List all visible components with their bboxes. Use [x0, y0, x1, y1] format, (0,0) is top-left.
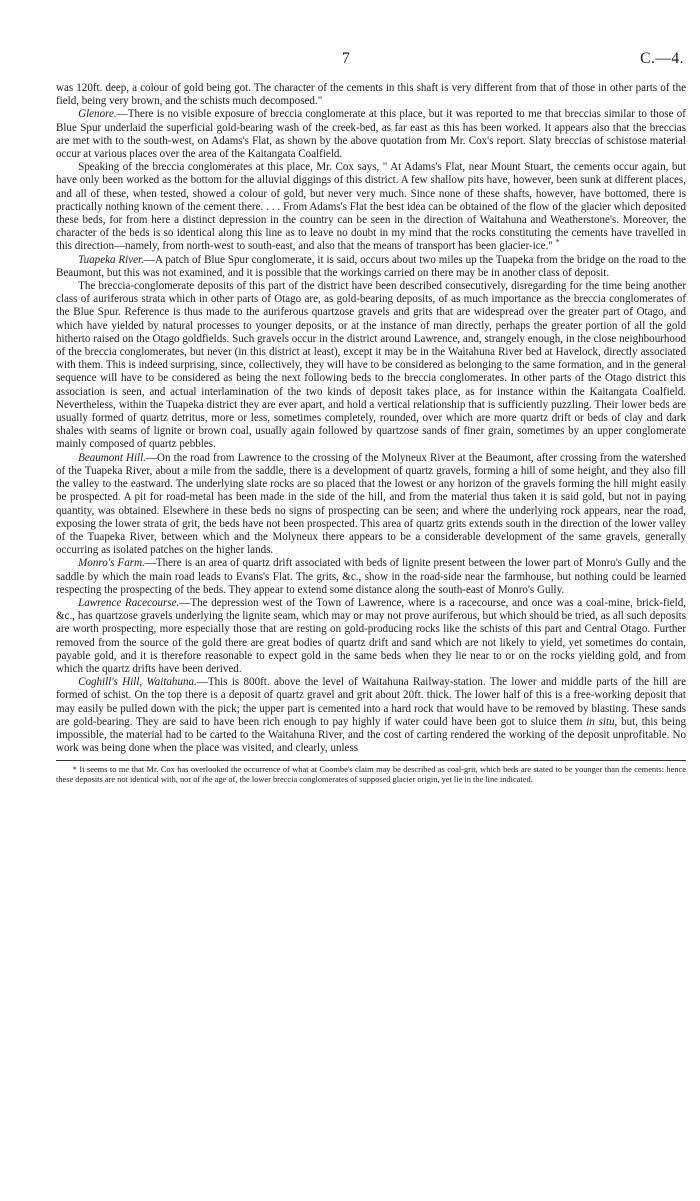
page-number: 7 — [342, 50, 350, 67]
paragraph: Coghill's Hill, Waitahuna.—This is 800ft. above the level of Waitahuna Railway-station. The lower and middle parts of the hill are formed of schist. On the top there is a deposit of quartz gravel and grit about 20ft. thick. The lower half of this is a free-working deposit that may easily be pulled down with the pick; the upper part is cemented into a hard rock that would have to be removed by blasting. These sands are gold-bearing. They are said to have been rich enough to pay highly if water could have been got to sluice them in situ, but, this being impossible, the material had to be carted to the Waitahuna River, and the cost of carting rendered the working of the deposit unprofitable. No work was being done when the place was visited, and clearly, unless — [56, 676, 686, 755]
paragraph: Lawrence Racecourse.—The depression west of the Town of Lawrence, where is a racecourse, and once was a coal-mine, brick-field, &c., has quartzose gravels underlying the lignite seam, which may or may not prove auriferous, but which should be tried, as all such deposits are worth prospecting, more especially those that are resting on gold-producing rocks like the schists of this part and Central Otago. Further removed from the source of the gold there are great bodies of quartz drift and sand which are not likely to yield, yet sometimes do contain, payable gold, and it is therefore reasonable to expect gold in the same beds when they lie near to or on the rocks yielding gold, and from which the quartz drifts have been derived. — [56, 596, 686, 675]
footnote-rule — [56, 760, 686, 761]
paragraph: Speaking of the breccia conglomerates at this place, Mr. Cox says, " At Adams's Flat, near Mount Stuart, the cements occur again, but have only been worked as the bottom for the alluvial diggings of this district. A few shallow pits have, however, been sunk at different places, and all of these, when tested, showed a colour of gold, but never very much. Since none of these shafts, however, have bottomed, there is practically nothing known of the cement there. . . . From Adams's Flat the best idea can be obtained of the flow of the glacier which deposited these beds, for from here a distinct depression in the country can be seen in the direction of Waitahuna and Weatherstone's. Moreover, the character of the beds is so identical along this line as to leave no doubt in my mind that the rocks constituting the cements have travelled in this direction—namely, from north-west to south-east, and also that the means of transport has been glacier-ice." * — [56, 161, 686, 253]
section-title: Coghill's Hill, Waitahuna. — [78, 676, 197, 689]
section-title: Lawrence Racecourse. — [78, 596, 180, 609]
footnote: * It seems to me that Mr. Cox has overlooked the occurrence of what at Coombe's claim may be described as coal-grit, which beds are stated to be younger than the cements: hence these deposits are not identical with, nor of the age of, the lower breccia conglomerates of supposed glacier origin, yet lie in the line indicated. — [56, 765, 686, 785]
paragraph: Glenore.—There is no visible exposure of breccia conglomerate at this place, but it was reported to me that breccias similar to those of Blue Spur underlaid the superficial gold-bearing wash of the creek-bed, as far east as this has been worked. It appears also that the breccias are met with to the south-west, on Adams's Flat, as shown by the above quotation from Mr. Cox's report. Slaty breccias of schistose material occur at various places over the area of the Kaitangata Coalfield. — [56, 108, 686, 161]
section-title: Beaumont Hill. — [78, 451, 146, 464]
paragraph: Monro's Farm.—There is an area of quartz drift associated with beds of lignite present between the lower part of Monro's Gully and the saddle by which the main road leads to Evans's Flat. The grits, &c., show in the road-side near the farmhouse, but nothing could be learned respecting the prospecting of the beds. They appear to extend some distance along the south-east of Monro's Gully. — [56, 557, 686, 596]
section-title: Monro's Farm. — [78, 557, 145, 570]
document-code: C.—4. — [640, 50, 684, 67]
page-header — [56, 50, 686, 72]
paragraph: Tuapeka River.—A patch of Blue Spur conglomerate, it is said, occurs about two miles up the Tuapeka from the bridge on the road to the Beaumont, but this was not examined, and it is possible that the workings carried on there may be in another class of deposit. — [56, 253, 687, 279]
footnote-marker: * — [555, 237, 560, 247]
paragraph: was 120ft. deep, a colour of gold being got. The character of the cements in this shaft is very different from that of those in other parts of the field, being very brown, and the schists much decomposed." — [56, 82, 686, 108]
section-title: Glenore. — [78, 108, 117, 121]
italic-phrase: in situ — [586, 715, 615, 728]
paragraph: The breccia-conglomerate deposits of this part of the district have been described consecutively, disregarding for the time being another class of auriferous strata which in other parts of Otago are, as gold-bearing deposits, of as much importance as the breccia conglomerates of the Blue Spur. Reference is thus made to the auriferous quartzose gravels and grits that are widespread over the greater part of Otago, and which have yielded by natural processes to younger deposits, or at the instance of man directly, perhaps the greater portion of all the gold hitherto raised on the Otago goldfields. Such gravels occur in the district around Lawrence, and, strangely enough, in the close neighbourhood of the breccia conglomerates, but never (in this district at least), except it may be in the Waitahuna River bed at Havelock, directly associated with them. This is indeed surprising, since, collectively, they will have to be considered as belonging to the same formation, and in the general sequence will have to be considered as being the next following beds to the breccia conglomerates. In other parts of the Otago district this association is seen, and actual interlamination of the two kinds of deposit takes place, as for instance within the Kaitangata Coalfield. Nevertheless, within the Tuapeka district they are ever apart, and hold a vertical relationship that is sufficiently puzzling. Their lower beds are usually formed of quartz detritus, more or less, sometimes completely, rounded, over which are more quartz drift or beds of clay and dark shales with seams of lignite or brown coal, usually again followed by quartzose sands of finer grain, sometimes by an upper conglomerate mainly composed of quartz pebbles. — [56, 280, 686, 451]
paragraph: Beaumont Hill.—On the road from Lawrence to the crossing of the Molyneux River at the Beaumont, after crossing from the watershed of the Tuapeka River, about a mile from the saddle, there is a development of quartz gravels, forming a hill of some height, and they also fill the valley to the eastward. The underlying slate rocks are so placed that the lowest or any horizon of the gravels forming the hill might easily be prospected. A pit for road-metal has been made in the side of the hill, and from the material thus taken it is said gold, but not in paying quantity, was obtained. Elsewhere in these beds no signs of prospecting can be seen; and where the underlying rock appears, near the road, exposing the lower strata of grit, the beds have not been prospected. This area of quartz grits extends south in the direction of the lower valley of the Tuapeka River, between which and the Molyneux there appears to be a considerable development of the same gravels, generally occurring as isolated patches on the higher lands. — [56, 451, 686, 557]
section-title: Tuapeka River. — [78, 253, 144, 266]
body-text — [56, 82, 686, 755]
